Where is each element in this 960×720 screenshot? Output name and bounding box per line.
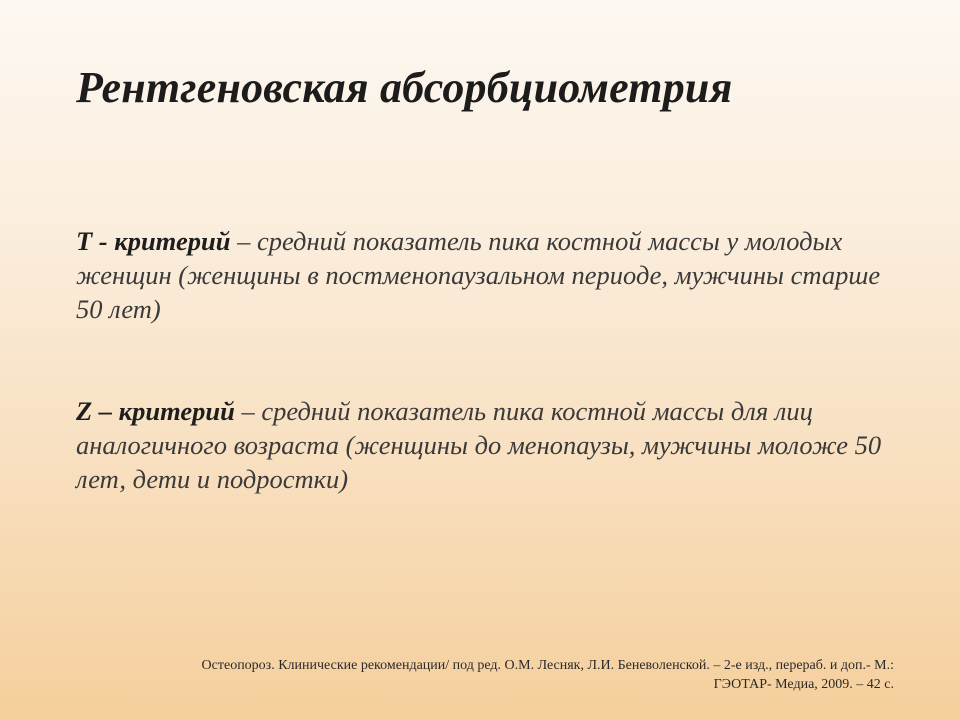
z-criterion-term: Z – критерий	[76, 396, 235, 426]
bibliographic-reference	[74, 656, 894, 694]
z-criterion-definition	[76, 394, 896, 496]
t-criterion-definition	[76, 224, 896, 326]
t-criterion-description: – средний показатель пика костной массы у молодых женщин (женщины в постменопаузальном периоде, мужчины старше 50 лет)	[76, 226, 881, 324]
reference-line-2: ГЭОТАР- Медиа, 2009. – 42 с.	[713, 677, 894, 692]
reference-line-1: Остеопороз. Клинические рекомендации/ под ред. О.М. Лесняк, Л.И. Беневоленской. – 2-е изд., перераб. и доп.- М.:	[201, 658, 894, 673]
z-criterion-description: – средний показатель пика костной массы для лиц аналогичного возраста (женщины до менопаузы, мужчины моложе 50 лет, дети и подростки)	[76, 396, 882, 494]
slide-title: Рентгеновская абсорбциометрия	[76, 63, 733, 112]
t-criterion-term: Т - критерий	[76, 226, 231, 256]
